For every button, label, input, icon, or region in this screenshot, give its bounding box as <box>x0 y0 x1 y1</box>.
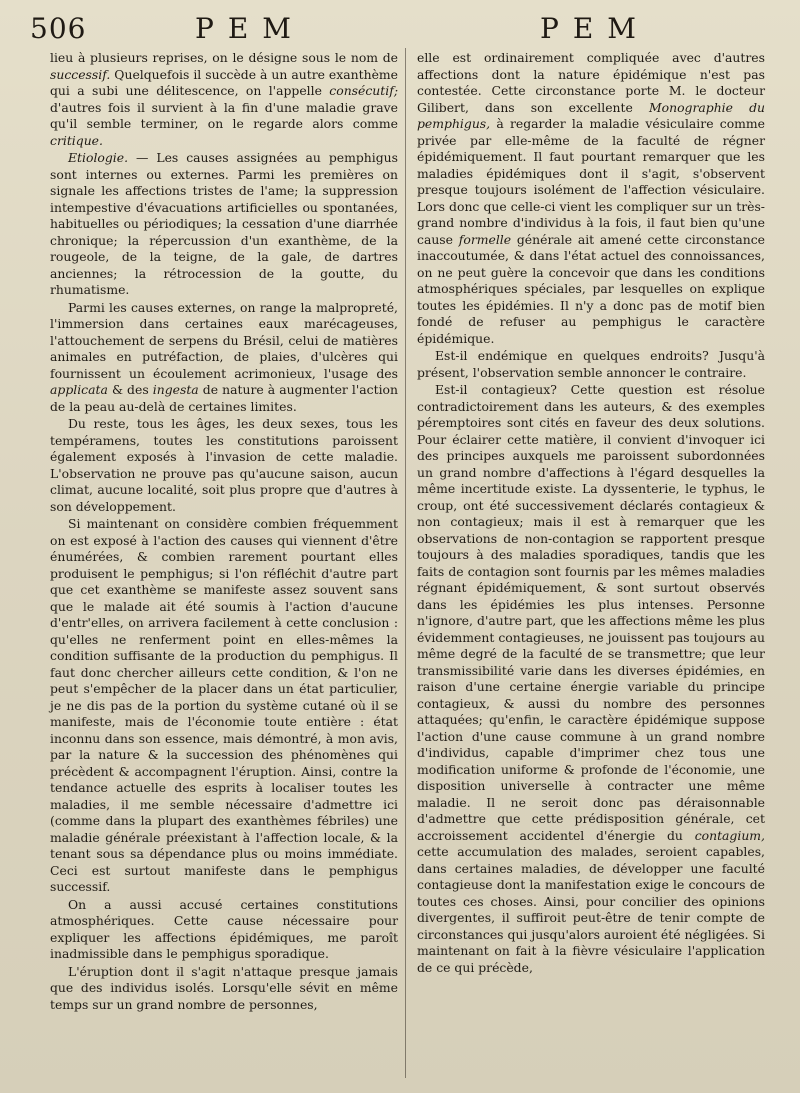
text-run: Parmi les causes externes, on range la malpropreté, l'immersion dans certaines eaux marécageuses, l'attouchement de serpens du Brésil, celui de matières animales en putréfaction, de plaies, d'ulcères qui fournissent un écoulement acrimonieux, l'usage des <box>50 299 398 381</box>
paragraph <box>417 50 765 347</box>
text-run: — Les causes assignées au pemphigus sont internes ou externes. Parmi les premières on signale les affections tristes de l'ame; la suppression intempestive d'évacuations artificielles ou spontanées, habituelles ou périodiques; la cessation d'une diarrhée chronique; la répercussion d'un exanthème, de la rougeole, de la teigne, de la gale, de dartres anciennes; la rétrocession de la goutte, du rhumatisme. <box>50 150 398 297</box>
column-divider <box>405 48 406 1078</box>
paragraph: Du reste, tous les âges, les deux sexes, tous les tempéramens, toutes les constitutions paroissent également exposés à l'invasion de cette maladie. L'observation ne prouve pas qu'aucune saison, aucun climat, aucune localité, soit plus propre que d'autres à son développement. <box>50 416 398 514</box>
running-head-left: PEM <box>195 12 305 45</box>
page-number: 506 <box>30 12 87 45</box>
paragraph: On a aussi accusé certaines constitutions atmosphériques. Cette cause nécessaire pour expliquer les affections épidémiques, me paroît inadmissible dans le pemphigus sporadique. <box>50 896 398 961</box>
italic-term: ingesta <box>152 382 199 397</box>
italic-term: applicata <box>50 382 108 397</box>
paragraph-etiologie <box>50 150 398 299</box>
paragraph <box>50 50 398 149</box>
text-run: & des <box>107 382 153 397</box>
section-heading: Etiologie. <box>68 150 129 165</box>
text-run: à regarder la maladie vésiculaire comme privée par elle-même de la faculté de régner épidémiquement. Il faut pourtant remarquer que les maladies épidémiques dont il s'agit, s'observent presque toujours isolément de l'affection vésiculaire. Lors donc que celle-ci vient les compliquer sur un très-grand nombre d'individus à la fois, il faut bien qu'une cause <box>417 116 765 247</box>
text-run: de nature à augmenter l'action de la peau au-delà de certaines limites. <box>50 382 398 414</box>
text-run: Quelquefois il succède à un autre exanthème qui a subi une délitescence, on l'appelle <box>50 66 398 98</box>
italic-term: successif. <box>50 66 111 82</box>
paragraph <box>50 300 398 416</box>
italic-term: consécutif; <box>329 83 398 98</box>
running-head-right: PEM <box>540 12 650 45</box>
paragraph: L'éruption dont il s'agit n'attaque presque jamais que des individus isolés. Lorsqu'elle sévit en même temps sur un grand nombre de personnes, <box>50 963 398 1012</box>
text-run: d'autres fois il survient à la fin d'une maladie grave qu'il semble terminer, on le regarde alors comme <box>50 99 398 131</box>
text-run: elle est ordinairement compliquée avec d'autres affections dont la nature épidémique n'est pas contestée. Cette circonstance porte M. le docteur Gilibert, dans son excellente <box>417 50 765 115</box>
italic-term: contagium, <box>694 827 765 843</box>
text-run: Est-il contagieux? Cette question est résolue contradictoirement dans les auteurs, & des exemples péremptoires sont cités en faveur des deux solutions. Pour éclairer cette matière, il convient d'invoquer ici des principes auxquels me paroissent subordonnées un grand nombre d'affections à l'égard desquelles la même incertitude existe. La dyssenterie, le typhus, le croup, ont été successivement déclarés contagieux & non contagieux; mais il est à remarquer que les observations de non-contagion se rapportent presque toujours à des maladies sporadiques, tandis que les faits de contagion sont fournis par les mêmes maladies régnant épidémiquement, & sont surtout observés dans les épidémies les plus intenses. Personne n'ignore, d'autre part, que les affections même les plus évidemment contagieuses, ne jouissent pas toujours au même degré de la faculté de se transmettre; que leur transmissibilité varie dans les diverses épidémies, en raison d'une certaine énergie variable du principe contagieux, & aussi du nombre des personnes attaquées; qu'enfin, le caractère épidémique suppose l'action d'une cause commune à un grand nombre d'individus, capable d'imprimer chez tous une modification uniforme & profonde de l'économie, une disposition universelle à contracter une même maladie. Il ne seroit donc pas déraisonnable d'admettre que cette prédisposition générale, cet accroissement accidentel d'énergie du <box>417 382 765 843</box>
text-run: lieu à plusieurs reprises, on le désigne sous le nom de <box>50 50 398 65</box>
italic-term: Monographie du pemphigus, <box>417 99 765 131</box>
italic-term: critique. <box>50 132 103 148</box>
paragraph <box>417 382 765 976</box>
italic-term: formelle <box>458 231 512 247</box>
text-run: cette accumulation des malades, seroient capables, dans certaines maladies, de développer une faculté contagieuse dont la manifestation exige le concours de toutes ces choses. Ainsi, pour concilier des opinions divergentes, il suffiroit peut-être de tenir compte de circonstances qui jusqu'alors auroient été négligées. Si maintenant on fait à la fièvre vésiculaire l'application de ce qui précède, <box>417 844 765 975</box>
page-header <box>0 10 800 50</box>
text-run: générale ait amené cette circonstance inaccoutumée, & dans l'état actuel des connoissances, on ne peut guère la concevoir que dans les conditions atmosphériques spéciales, par lesquelles on explique toutes les épidémies. Il n'y a donc pas de motif bien fondé de refuser au pemphigus le caractère épidémique. <box>417 231 766 346</box>
paragraph: Si maintenant on considère combien fréquemment on est exposé à l'action des causes qui viennent d'être énumérées, & combien rarement pourtant elles produisent le pemphigus; si l'on réfléchit d'autre part que cet exanthème se manifeste assez souvent sans que le malade ait été soumis à l'action d'aucune d'entr'elles, on arrivera facilement à cette conclusion : qu'elles ne renferment point en elles-mêmes la condition suffisante de la production du pemphigus. Il faut donc chercher ailleurs cette condition, & l'on ne peut s'empêcher de la placer dans un état particulier, je ne dis pas de la portion du système cutané où il se manifeste, mais de l'économie toute entière : état inconnu dans son essence, mais démontré, à mon avis, par la nature & la succession des phénomènes qui précèdent & accompagnent l'éruption. Ainsi, contre la tendance actuelle des esprits à localiser toutes les maladies, il me semble nécessaire d'admettre ici (comme dans la plupart des exanthèmes fébriles) une maladie générale préexistant à l'affection locale, & la tenant sous sa dépendance plus ou moins immédiate. Ceci est surtout manifeste dans le pemphigus successif. <box>50 516 398 894</box>
paragraph: Est-il endémique en quelques endroits? Jusqu'à présent, l'observation semble annoncer le contraire. <box>417 348 765 380</box>
left-column <box>50 50 398 1013</box>
right-column <box>417 50 765 976</box>
